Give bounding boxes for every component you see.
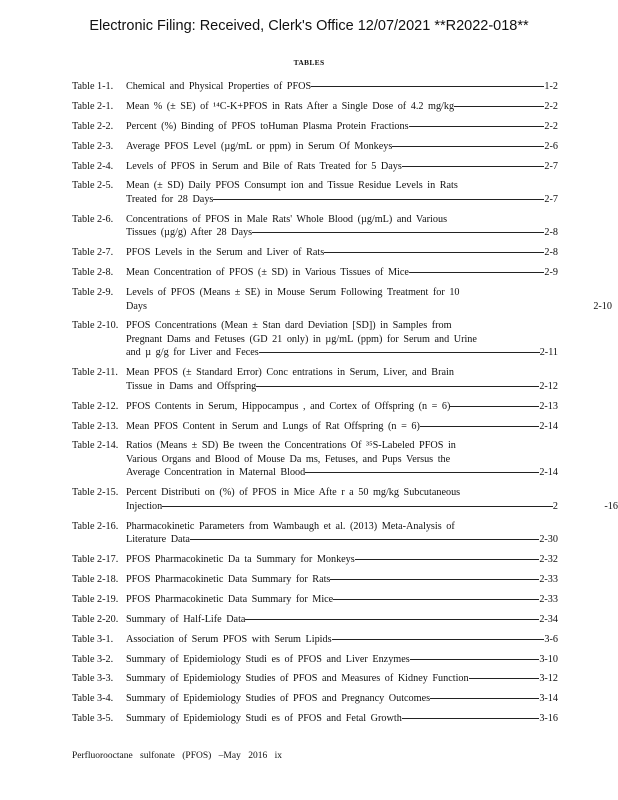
table-entry: [72, 213, 558, 240]
entry-line: [126, 653, 558, 667]
page-number: 2-11: [539, 347, 558, 359]
table-entry: [72, 179, 558, 206]
entry-line: [126, 633, 558, 647]
table-entry: [72, 286, 612, 313]
table-entry: [72, 520, 558, 547]
leader-line: [311, 86, 544, 87]
leader-line: [409, 272, 544, 273]
entry-title: Levels of PFOS (Means ± SE) in Mouse Serum Following Treatment for 10: [126, 287, 460, 299]
entry-line: [126, 573, 558, 587]
entry-line: [126, 420, 558, 434]
leader-line: [324, 252, 544, 253]
table-entry: [72, 633, 558, 647]
entry-title: PFOS Contents in Serum, Hippocampus , and Cortex of Offspring (n = 6): [126, 400, 451, 412]
page-number: 2-6: [544, 140, 558, 152]
entry-title: Injection: [126, 500, 163, 512]
table-entry-body: [126, 692, 558, 706]
entry-line: [126, 100, 558, 114]
entry-title: Mean % (± SE) of ¹⁴C-K+PFOS in Rats After a Single Dose of 4.2 mg/kg: [126, 100, 455, 112]
page-number: 2-14: [539, 467, 558, 479]
table-entry: [72, 366, 558, 393]
page-number: 2-10: [593, 300, 612, 312]
table-number: Table 2-7.: [72, 247, 114, 259]
page-number: 3-6: [544, 633, 558, 645]
entry-line: [126, 300, 612, 314]
page-number: 2-2: [544, 100, 558, 112]
entry-line: [126, 453, 558, 467]
table-number: Table 2-14.: [72, 440, 119, 452]
entry-line: [126, 213, 558, 227]
leader-line: [252, 232, 544, 233]
table-entry-body: [126, 633, 558, 647]
leader-line: [430, 698, 539, 699]
table-number: Table 1-1.: [72, 81, 114, 92]
page-number: 3-10: [539, 653, 558, 665]
leader-line: [409, 126, 545, 127]
leader-line: [454, 106, 544, 107]
entry-line: [126, 366, 558, 380]
entry-title: Treated for 28 Days: [126, 193, 214, 205]
entry-line: [126, 712, 558, 726]
table-entry-body: [126, 653, 558, 667]
leader-line: [330, 579, 539, 580]
page-number-tail: -16: [604, 500, 618, 512]
entry-title: Summary of Half-Life Data: [126, 613, 246, 625]
leader-line: [355, 559, 540, 560]
table-entry: [72, 573, 558, 587]
table-entry-body: [126, 712, 558, 726]
leader-line: [450, 406, 539, 407]
page-number: 2: [552, 500, 558, 512]
leader-line: [333, 599, 539, 600]
table-entry-body: [126, 672, 558, 686]
table-number: Table 2-12.: [72, 400, 119, 412]
table-number: Table 2-19.: [72, 593, 119, 605]
entry-line: [126, 520, 558, 534]
entry-title: Percent (%) Binding of PFOS toHuman Plasma Protein Fractions: [126, 120, 409, 132]
tables-list: [72, 80, 618, 732]
entry-title: Pregnant Dams and Fetuses (GD 21 only) in µg/mL (ppm) for Serum and Urine: [126, 333, 477, 345]
entry-title: Association of Serum PFOS with Serum Lipids: [126, 633, 332, 645]
entry-line: [126, 319, 558, 333]
entry-title: PFOS Levels in the Serum and Liver of Rats: [126, 247, 325, 259]
page-number: 2-7: [544, 193, 558, 205]
page-number: 2-34: [539, 613, 558, 625]
table-entry-body: [126, 613, 558, 627]
entry-title: Literature Data: [126, 534, 190, 546]
entry-title: Days: [126, 300, 147, 312]
page-number: 2-33: [539, 574, 558, 586]
table-entry: [72, 486, 618, 513]
entry-line: [126, 193, 558, 207]
leader-line: [245, 619, 539, 620]
page-number: 2-14: [539, 420, 558, 432]
page-number: 2-12: [539, 380, 558, 392]
leader-line: [190, 539, 539, 540]
entry-line: [126, 346, 558, 360]
table-number: Table 2-11.: [72, 367, 118, 379]
table-number: Table 3-5.: [72, 713, 114, 725]
table-entry-body: [126, 140, 558, 154]
page-footer: Perfluorooctane sulfonate (PFOS) –May 2016 ix: [72, 751, 282, 761]
table-entry: [72, 266, 558, 280]
entry-title: PFOS Pharmacokinetic Data Summary for Mice: [126, 593, 334, 605]
table-entry: [72, 439, 558, 480]
entry-title: Average PFOS Level (µg/mL or ppm) in Serum Of Monkeys: [126, 140, 393, 152]
leader-line: [420, 426, 539, 427]
entry-line: [126, 179, 558, 193]
table-number: Table 2-16.: [72, 520, 119, 532]
entry-line: [126, 266, 558, 280]
entry-title: Pharmacokinetic Parameters from Wambaugh et al. (2013) Meta-Analysis of: [126, 520, 455, 532]
table-entry-body: [126, 80, 558, 94]
table-entry: [72, 613, 558, 627]
entry-title: PFOS Pharmacokinetic Data Summary for Rats: [126, 574, 331, 586]
table-entry-body: [126, 213, 558, 240]
entry-line: [126, 140, 558, 154]
table-entry: [72, 160, 558, 174]
leader-line: [402, 166, 545, 167]
leader-line: [259, 352, 540, 353]
page-number: 2-8: [544, 247, 558, 259]
entry-title: Chemical and Physical Properties of PFOS: [126, 81, 312, 92]
entry-line: [126, 160, 558, 174]
page-number: 2-8: [544, 227, 558, 239]
entry-title: PFOS Concentrations (Mean ± Stan dard Deviation [SD]) in Samples from: [126, 320, 452, 332]
entry-title: Summary of Epidemiology Studies of PFOS and Pregnancy Outcomes: [126, 693, 431, 705]
table-number: Table 2-1.: [72, 100, 114, 112]
table-entry: [72, 553, 558, 567]
entry-title: Mean PFOS Content in Serum and Lungs of Rat Offspring (n = 6): [126, 420, 420, 432]
entry-line: [126, 400, 558, 414]
table-entry-body: [126, 120, 558, 134]
table-number: Table 2-20.: [72, 613, 119, 625]
table-entry-body: [126, 179, 558, 206]
table-number: Table 2-2.: [72, 120, 114, 132]
entry-title: Mean (± SD) Daily PFOS Consumpt ion and Tissue Residue Levels in Rats: [126, 180, 458, 192]
entry-title: PFOS Pharmacokinetic Da ta Summary for Monkeys: [126, 554, 355, 566]
table-entry-body: [126, 366, 558, 393]
entry-line: [126, 226, 558, 240]
entry-title: Tissues (µg/g) After 28 Days: [126, 227, 253, 239]
leader-line: [410, 659, 540, 660]
table-entry-body: [126, 573, 558, 587]
entry-title: Mean Concentration of PFOS (± SD) in Various Tissues of Mice: [126, 267, 409, 279]
leader-line: [392, 146, 544, 147]
table-entry-body: [126, 593, 558, 607]
table-entry-body: [126, 100, 558, 114]
table-entry-body: [126, 266, 558, 280]
entry-line: [126, 466, 558, 480]
leader-line: [305, 472, 539, 473]
entry-title: Mean PFOS (± Standard Error) Conc entrations in Serum, Liver, and Brain: [126, 367, 454, 379]
page-number: 2-32: [539, 554, 558, 566]
page-number: 3-12: [539, 673, 558, 685]
table-entry: [72, 692, 558, 706]
page-number: 1-2: [544, 81, 558, 92]
table-entry: [72, 319, 558, 360]
table-entry-body: [126, 486, 618, 513]
page-number: 2-9: [544, 267, 558, 279]
entry-line: [126, 613, 558, 627]
leader-line: [469, 678, 540, 679]
entry-title: Tissue in Dams and Offspring: [126, 380, 257, 392]
entry-line: [126, 246, 558, 260]
page-number: 3-16: [539, 713, 558, 725]
table-entry: [72, 653, 558, 667]
table-entry-body: [126, 286, 612, 313]
page-number: 2-2: [544, 120, 558, 132]
table-number: Table 2-8.: [72, 267, 114, 279]
entry-title: and µ g/g for Liver and Feces: [126, 347, 259, 359]
entry-line: [126, 533, 558, 547]
table-entry: [72, 80, 558, 94]
page-title: TABLES: [293, 58, 325, 67]
entry-title: Various Organs and Blood of Mouse Da ms, Fetuses, and Pups Versus the: [126, 453, 451, 465]
filing-header: Electronic Filing: Received, Clerk's Office 12/07/2021 **R2022-018**: [89, 18, 529, 34]
table-number: Table 2-5.: [72, 180, 114, 192]
entry-line: [126, 333, 558, 347]
table-number: Table 3-3.: [72, 673, 114, 685]
entry-line: [126, 553, 558, 567]
table-entry-body: [126, 520, 558, 547]
entry-line: [126, 286, 552, 300]
table-entry-body: [126, 553, 558, 567]
table-number: Table 2-4.: [72, 160, 114, 172]
table-entry-body: [126, 319, 558, 360]
table-number: Table 2-6.: [72, 213, 114, 225]
table-number: Table 2-9.: [72, 287, 114, 299]
table-entry-body: [126, 400, 558, 414]
table-number: Table 3-4.: [72, 693, 114, 705]
table-entry: [72, 400, 558, 414]
table-entry: [72, 712, 558, 726]
table-number: Table 3-1.: [72, 633, 114, 645]
entry-title: Percent Distributi on (%) of PFOS in Mice Afte r a 50 mg/kg Subcutaneous: [126, 487, 461, 499]
entry-line: [126, 439, 558, 453]
entry-line: [126, 380, 558, 394]
entry-title: Summary of Epidemiology Studies of PFOS and Measures of Kidney Function: [126, 673, 469, 685]
table-number: Table 2-15.: [72, 487, 119, 499]
table-number: Table 2-13.: [72, 420, 119, 432]
leader-line: [213, 199, 544, 200]
entry-title: Ratios (Means ± SD) Be tween the Concentrations Of ³⁵S-Labeled PFOS in: [126, 440, 456, 452]
table-entry-body: [126, 420, 558, 434]
page-number: 2-30: [539, 534, 558, 546]
table-entry-body: [126, 160, 558, 174]
table-entry: [72, 246, 558, 260]
table-entry: [72, 593, 558, 607]
entry-line: [126, 692, 558, 706]
table-entry: [72, 100, 558, 114]
table-entry-body: [126, 246, 558, 260]
entry-line: [126, 672, 558, 686]
page-number: 2-7: [544, 160, 558, 172]
page-number: 2-13: [539, 400, 558, 412]
entry-title: Average Concentration in Maternal Blood: [126, 467, 306, 479]
page-number: 2-33: [539, 593, 558, 605]
entry-title: Concentrations of PFOS in Male Rats' Whole Blood (µg/mL) and Various: [126, 213, 448, 225]
table-entry-body: [126, 439, 558, 480]
entry-line: [126, 120, 558, 134]
table-number: Table 2-17.: [72, 554, 119, 566]
table-entry: [72, 672, 558, 686]
table-entry: [72, 120, 558, 134]
entry-title: Levels of PFOS in Serum and Bile of Rats Treated for 5 Days: [126, 160, 402, 172]
entry-line: [126, 486, 558, 500]
table-number: Table 2-3.: [72, 140, 114, 152]
leader-line: [332, 639, 545, 640]
table-number: Table 3-2.: [72, 653, 114, 665]
table-entry: [72, 140, 558, 154]
entry-line: [126, 80, 558, 94]
leader-line: [162, 506, 553, 507]
entry-line: [126, 593, 558, 607]
page-number: 3-14: [539, 693, 558, 705]
leader-line: [256, 386, 539, 387]
table-number: Table 2-10.: [72, 320, 119, 332]
table-entry: [72, 420, 558, 434]
leader-line: [402, 718, 540, 719]
entry-line: [126, 500, 618, 514]
entry-title: Summary of Epidemiology Studi es of PFOS and Fetal Growth: [126, 713, 402, 725]
entry-title: Summary of Epidemiology Studi es of PFOS and Liver Enzymes: [126, 653, 410, 665]
table-number: Table 2-18.: [72, 574, 119, 586]
